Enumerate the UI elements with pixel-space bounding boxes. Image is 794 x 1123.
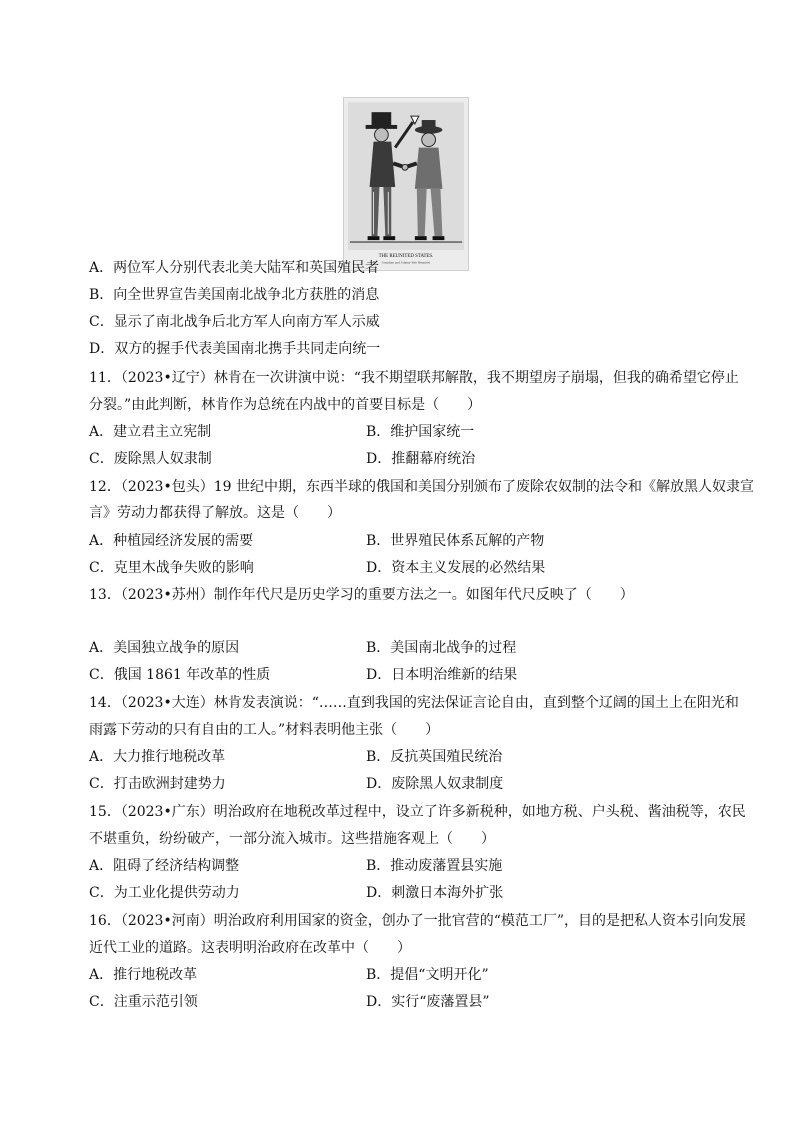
q10-option-b[interactable]: B．向全世界宣告美国南北战争北方获胜的消息 <box>89 287 380 303</box>
q13-option-b[interactable]: B．美国南北战争的过程 <box>366 640 517 656</box>
q13-option-c[interactable]: C．俄国 1861 年改革的性质 <box>89 667 271 683</box>
q12-option-d[interactable]: D．资本主义发展的必然结果 <box>366 560 546 576</box>
cartoon-subcaption: Jonathan and Johnny Reb Reunited <box>381 260 431 265</box>
q12-option-a[interactable]: A．种植园经济发展的需要 <box>89 533 254 549</box>
q13-stem-line1: 13．（2023•苏州）制作年代尺是历史学习的重要方法之一。如图年代尺反映了（ ） <box>89 587 634 603</box>
cartoon-image <box>343 97 469 271</box>
q15-stem-line1: 15．（2023•广东）明治政府在地税改革过程中，设立了许多新税种，如地方税、户头税、酱油税等，农民 <box>89 804 746 820</box>
q11-stem-line2: 分裂。”由此判断，林肯作为总统在内战中的首要目标是（ ） <box>89 397 482 413</box>
q16-option-a[interactable]: A．推行地税改革 <box>89 967 198 983</box>
q12-stem-line1: 12．（2023•包头）19 世纪中期，东西半球的俄国和美国分别颁布了废除农奴制的法令和《解放黑人奴隶宣 <box>89 479 754 495</box>
cartoon-caption: THE REUNITED STATES. <box>378 253 434 259</box>
q14-stem-line2: 雨露下劳动的只有自由的工人。”材料表明他主张（ ） <box>89 722 440 738</box>
q12-stem-line2: 言》劳动力都获得了解放。这是（ ） <box>89 505 341 521</box>
q12-option-c[interactable]: C．克里木战争失败的影响 <box>89 560 254 576</box>
q14-stem-line1: 14．（2023•大连）林肯发表演说：“……直到我国的宪法保证言论自由，直到整个辽阔的国土上在阳光和 <box>89 695 739 711</box>
q16-stem-line2: 近代工业的道路。这表明明治政府在改革中（ ） <box>89 940 411 956</box>
q13-option-d[interactable]: D．日本明治维新的结果 <box>366 667 518 683</box>
q15-stem-line2: 不堪重负，纷纷破产，一部分流入城市。这些措施客观上（ ） <box>89 831 495 847</box>
q16-option-b[interactable]: B．提倡“文明开化” <box>366 967 489 983</box>
q11-option-c[interactable]: C．废除黑人奴隶制 <box>89 451 212 467</box>
handshake-cartoon-illustration <box>344 98 468 270</box>
q11-stem-line1: 11．（2023•辽宁）林肯在一次讲演中说：“我不期望联邦解散，我不期望房子崩塌，但我的确希望它停止 <box>89 370 739 386</box>
q14-option-b[interactable]: B．反抗英国殖民统治 <box>366 749 503 765</box>
q12-option-b[interactable]: B．世界殖民体系瓦解的产物 <box>366 533 545 549</box>
q11-option-d[interactable]: D．推翻幕府统治 <box>366 451 476 467</box>
q16-option-d[interactable]: D．实行“废藩置县” <box>366 994 490 1010</box>
q15-option-a[interactable]: A．阻碍了经济结构调整 <box>89 858 240 874</box>
q11-option-a[interactable]: A．建立君主立宪制 <box>89 424 212 440</box>
q15-option-c[interactable]: C．为工业化提供劳动力 <box>89 885 240 901</box>
q14-option-d[interactable]: D．废除黑人奴隶制度 <box>366 776 504 792</box>
q13-option-a[interactable]: A．美国独立战争的原因 <box>89 640 240 656</box>
q14-option-a[interactable]: A．大力推行地税改革 <box>89 749 226 765</box>
q10-option-c[interactable]: C．显示了南北战争后北方军人向南方军人示威 <box>89 314 380 330</box>
q14-option-c[interactable]: C．打击欧洲封建势力 <box>89 776 226 792</box>
q16-stem-line1: 16．（2023•河南）明治政府利用国家的资金，创办了一批官营的“模范工厂”，目的是把私人资本引向发展 <box>89 913 747 929</box>
q10-option-a[interactable]: A．两位军人分别代表北美大陆军和英国殖民者 <box>89 260 380 276</box>
q10-option-d[interactable]: D．双方的握手代表美国南北携手共同走向统一 <box>89 341 381 357</box>
q15-option-d[interactable]: D．刺激日本海外扩张 <box>366 885 504 901</box>
q16-option-c[interactable]: C．注重示范引领 <box>89 994 198 1010</box>
q11-option-b[interactable]: B．维护国家统一 <box>366 424 475 440</box>
q15-option-b[interactable]: B．推动废藩置县实施 <box>366 858 503 874</box>
